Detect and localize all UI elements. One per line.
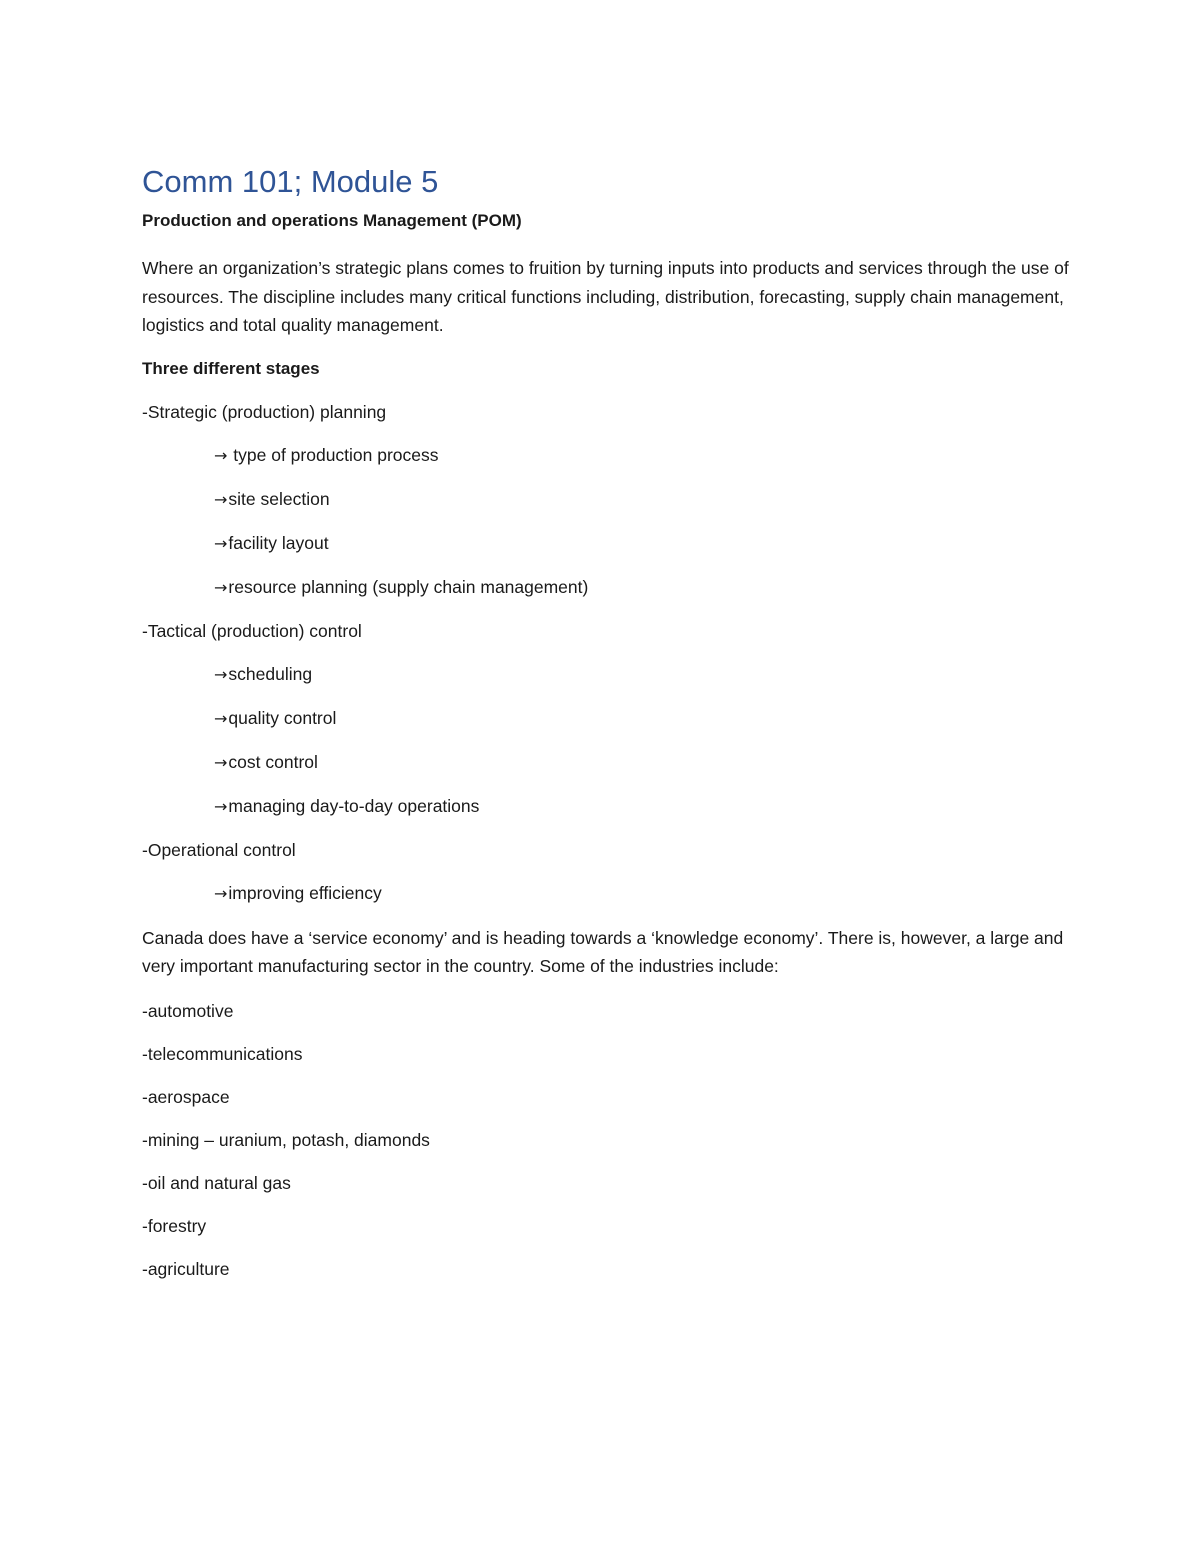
tactical-stage-items bbox=[142, 661, 1082, 820]
strategic-stage-label: -Strategic (production) planning bbox=[142, 401, 387, 422]
document-body bbox=[142, 160, 1082, 1282]
list-item: →managing day-to-day operations bbox=[142, 793, 1082, 820]
arrow-icon: → bbox=[214, 533, 228, 553]
arrow-icon: → bbox=[214, 796, 228, 816]
list-item: -mining – uranium, potash, diamonds bbox=[142, 1129, 430, 1150]
list-item: -aerospace bbox=[142, 1086, 230, 1107]
list-item: →facility layout bbox=[142, 530, 1082, 557]
canada-paragraph: Canada does have a ‘service economy’ and is heading towards a ‘knowledge economy’. There is, however, a large and very important manufacturing sector in the country. Some of the industries include: bbox=[142, 927, 1064, 976]
arrow-icon: → bbox=[214, 577, 228, 597]
stages-heading: Three different stages bbox=[142, 358, 320, 378]
list-item: -oil and natural gas bbox=[142, 1172, 291, 1193]
list-item: -forestry bbox=[142, 1215, 207, 1236]
document-subtitle: Production and operations Management (POM) bbox=[142, 211, 522, 230]
arrow-icon: → bbox=[214, 664, 228, 684]
list-item: →resource planning (supply chain management) bbox=[142, 574, 1082, 601]
list-item: →improving efficiency bbox=[142, 880, 1082, 907]
list-item: -telecommunications bbox=[142, 1043, 303, 1064]
list-item: → type of production process bbox=[142, 442, 1082, 469]
list-item: -automotive bbox=[142, 1000, 234, 1021]
arrow-icon: → bbox=[214, 708, 228, 728]
operational-stage-label: -Operational control bbox=[142, 839, 296, 860]
arrow-icon: → bbox=[214, 445, 228, 465]
list-item: →scheduling bbox=[142, 661, 1082, 688]
list-item: →cost control bbox=[142, 749, 1082, 776]
tactical-stage-label: -Tactical (production) control bbox=[142, 620, 362, 641]
arrow-icon: → bbox=[214, 752, 228, 772]
operational-stage-items bbox=[142, 880, 1082, 907]
list-item: -agriculture bbox=[142, 1258, 230, 1279]
intro-paragraph: Where an organization’s strategic plans comes to fruition by turning inputs into products and services through the use of resources. The discipline includes many critical functions including, distribution, forecasting, supply chain management, logistics and total quality management. bbox=[142, 258, 1069, 335]
arrow-icon: → bbox=[214, 489, 228, 509]
arrow-icon: → bbox=[214, 883, 228, 903]
industries-list bbox=[142, 998, 1082, 1282]
list-item: →site selection bbox=[142, 486, 1082, 513]
list-item: →quality control bbox=[142, 705, 1082, 732]
document-title: Comm 101; Module 5 bbox=[142, 164, 439, 199]
strategic-stage-items bbox=[142, 442, 1082, 601]
